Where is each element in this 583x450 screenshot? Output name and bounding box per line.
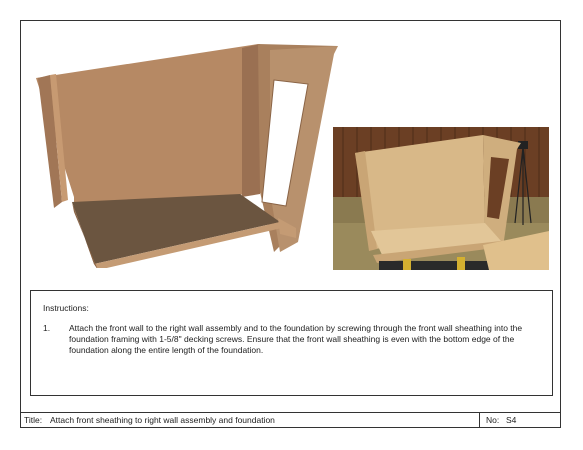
wall-assembly-render	[34, 42, 340, 268]
number-value: S4	[506, 415, 517, 425]
wood-wall-render-icon	[36, 44, 338, 268]
title-block-divider	[479, 413, 480, 428]
assembly-photo	[333, 127, 549, 270]
step-number: 1.	[43, 323, 51, 333]
title-value: Attach front sheathing to right wall assembly and foundation	[50, 415, 275, 425]
instructions-panel	[30, 290, 553, 396]
number-label: No:	[486, 415, 500, 425]
plywood-assembly-photo-icon	[333, 127, 549, 270]
title-block	[20, 412, 561, 428]
step-text: Attach the front wall to the right wall assembly and to the foundation by screwing through the front wall sheathing into the foundation framing with 1-5/8" decking screws. Ensure that the front wall sheathing is even with the bottom edge of the foundation along the entire length of the foundation.	[69, 323, 523, 355]
instructions-heading: Instructions:	[43, 303, 89, 313]
title-label: Title:	[24, 415, 43, 425]
